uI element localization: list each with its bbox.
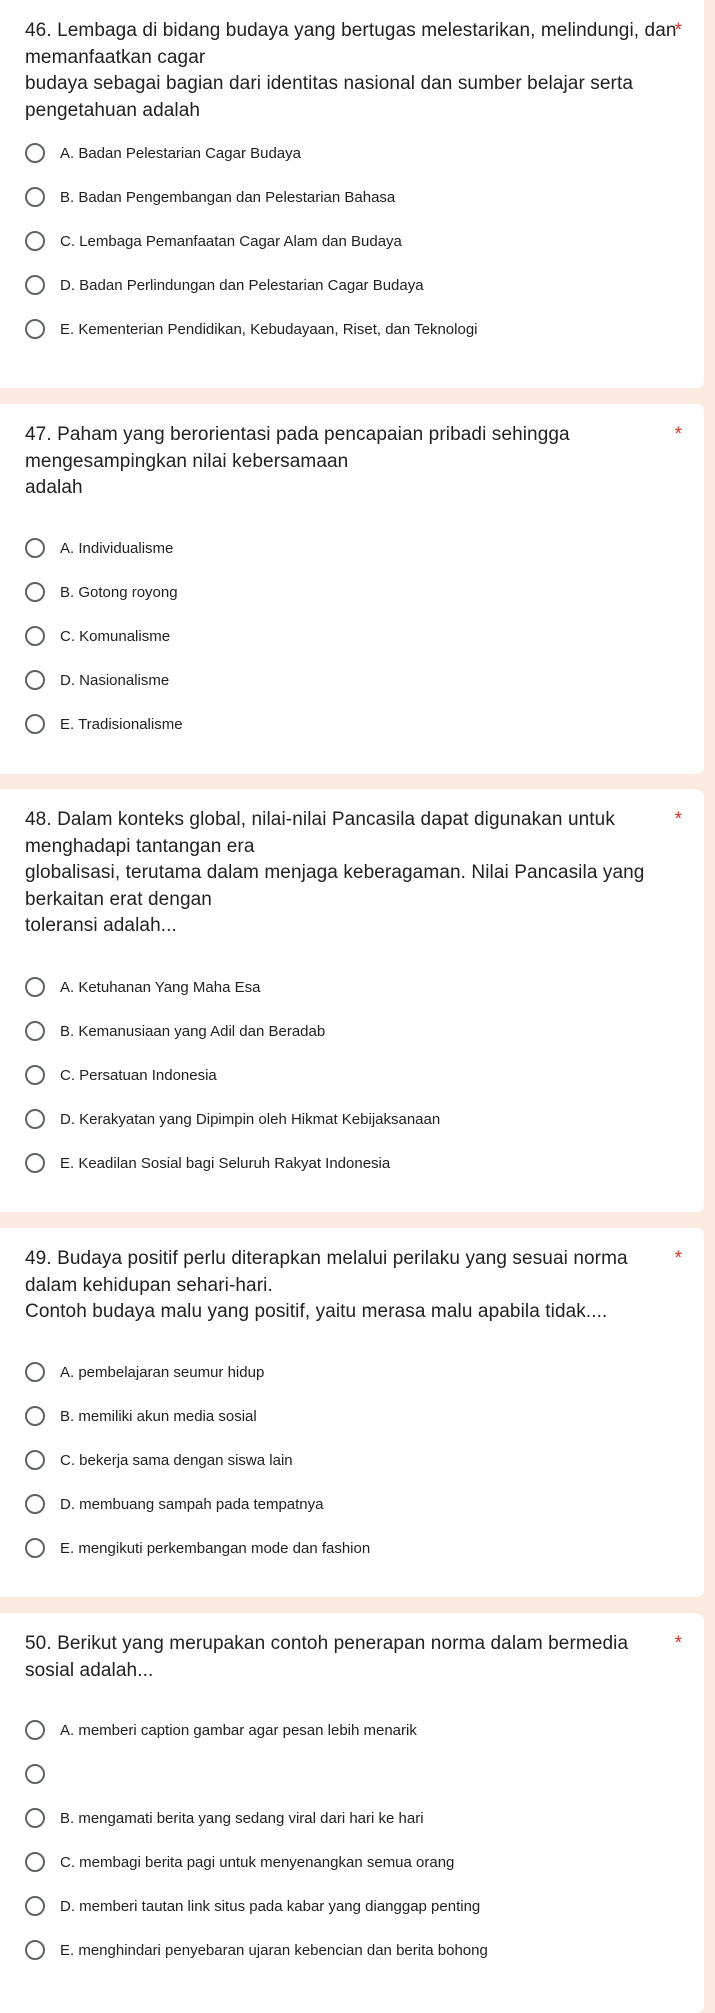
option-label: E. Keadilan Sosial bagi Seluruh Rakyat Indonesia xyxy=(60,1154,391,1172)
radio-option[interactable] xyxy=(25,526,704,570)
question-title xyxy=(25,422,692,502)
option-label: A. pembelajaran seumur hidup xyxy=(60,1363,265,1381)
question-title-line: 47. Paham yang berorientasi pada pencapaian pribadi sehingga xyxy=(25,424,570,445)
required-asterisk: * xyxy=(674,809,682,830)
question-title-line: memanfaatkan cagar xyxy=(25,46,206,68)
question-title xyxy=(25,807,692,940)
required-asterisk: * xyxy=(674,1633,682,1654)
question-title xyxy=(25,18,692,124)
radio-circle-icon[interactable] xyxy=(25,1852,45,1872)
radio-option[interactable] xyxy=(25,1438,704,1482)
option-label: D. Nasionalisme xyxy=(60,671,170,689)
radio-option[interactable] xyxy=(25,1928,704,1972)
radio-option[interactable] xyxy=(25,570,704,614)
radio-option[interactable] xyxy=(25,263,704,307)
option-label: D. Kerakyatan yang Dipimpin oleh Hikmat Kebijaksanaan xyxy=(60,1110,441,1128)
option-label: B. Badan Pengembangan dan Pelestarian Bahasa xyxy=(60,188,396,206)
question-title-line: menghadapi tantangan era xyxy=(25,835,255,857)
radio-option[interactable] xyxy=(25,219,704,263)
option-label: C. membagi berita pagi untuk menyenangkan semua orang xyxy=(60,1853,455,1871)
radio-circle-icon[interactable] xyxy=(25,1065,45,1085)
question-title xyxy=(25,1246,692,1326)
radio-circle-icon[interactable] xyxy=(25,275,45,295)
question-title-line: 49. Budaya positif perlu diterapkan melalui perilaku yang sesuai norma xyxy=(25,1248,628,1269)
option-label: B. Gotong royong xyxy=(60,583,178,601)
option-label: E. mengikuti perkembangan mode dan fashion xyxy=(60,1539,371,1557)
required-asterisk: * xyxy=(674,20,682,41)
question-card-49 xyxy=(0,1228,704,1597)
radio-circle-icon[interactable] xyxy=(25,1764,45,1784)
radio-option[interactable] xyxy=(25,307,704,351)
radio-option[interactable] xyxy=(25,1053,704,1097)
radio-circle-icon[interactable] xyxy=(25,1450,45,1470)
question-card-47 xyxy=(0,404,704,774)
radio-circle-icon[interactable] xyxy=(25,1720,45,1740)
question-title-line: sosial adalah... xyxy=(25,1659,154,1681)
radio-circle-icon[interactable] xyxy=(25,1494,45,1514)
radio-option-empty[interactable] xyxy=(25,1752,704,1796)
radio-circle-icon[interactable] xyxy=(25,670,45,690)
radio-option[interactable] xyxy=(25,1884,704,1928)
radio-option[interactable] xyxy=(25,1840,704,1884)
radio-circle-icon[interactable] xyxy=(25,1896,45,1916)
radio-circle-icon[interactable] xyxy=(25,319,45,339)
question-title-line: 46. Lembaga di bidang budaya yang bertugas melestarikan, melindungi, dan xyxy=(25,20,677,41)
radio-circle-icon[interactable] xyxy=(25,1021,45,1041)
radio-option[interactable] xyxy=(25,1526,704,1570)
option-label: E. menghindari penyebaran ujaran kebencian dan berita bohong xyxy=(60,1941,488,1959)
radio-circle-icon[interactable] xyxy=(25,977,45,997)
question-title-line: pengetahuan adalah xyxy=(25,99,201,121)
question-title-line: adalah xyxy=(25,477,83,498)
radio-circle-icon[interactable] xyxy=(25,626,45,646)
radio-circle-icon[interactable] xyxy=(25,1153,45,1173)
radio-circle-icon[interactable] xyxy=(25,1538,45,1558)
radio-circle-icon[interactable] xyxy=(25,231,45,251)
option-label: A. Badan Pelestarian Cagar Budaya xyxy=(60,144,301,162)
radio-circle-icon[interactable] xyxy=(25,1109,45,1129)
option-label: C. bekerja sama dengan siswa lain xyxy=(60,1451,293,1469)
radio-option[interactable] xyxy=(25,131,704,175)
radio-circle-icon[interactable] xyxy=(25,1808,45,1828)
option-label: B. Kemanusiaan yang Adil dan Beradab xyxy=(60,1022,326,1040)
required-asterisk: * xyxy=(674,424,682,445)
option-label: A. memberi caption gambar agar pesan lebih menarik xyxy=(60,1721,417,1739)
radio-option[interactable] xyxy=(25,1482,704,1526)
question-title-line: Contoh budaya malu yang positif, yaitu merasa malu apabila tidak.... xyxy=(25,1301,608,1322)
question-title xyxy=(25,1631,692,1684)
option-label: D. Badan Perlindungan dan Pelestarian Cagar Budaya xyxy=(60,276,424,294)
radio-circle-icon[interactable] xyxy=(25,714,45,734)
radio-option[interactable] xyxy=(25,1394,704,1438)
question-title-line: mengesampingkan nilai kebersamaan xyxy=(25,450,349,472)
question-card-48 xyxy=(0,789,704,1212)
option-label: D. memberi tautan link situs pada kabar yang dianggap penting xyxy=(60,1897,481,1915)
radio-option[interactable] xyxy=(25,1097,704,1141)
question-title-line: globalisasi, terutama dalam menjaga keberagaman. Nilai Pancasila yang xyxy=(25,862,645,883)
option-label: B. memiliki akun media sosial xyxy=(60,1407,257,1425)
radio-option[interactable] xyxy=(25,614,704,658)
option-label: D. membuang sampah pada tempatnya xyxy=(60,1495,324,1513)
radio-circle-icon[interactable] xyxy=(25,538,45,558)
option-label: B. mengamati berita yang sedang viral dari hari ke hari xyxy=(60,1809,424,1827)
radio-option[interactable] xyxy=(25,1009,704,1053)
radio-circle-icon[interactable] xyxy=(25,1362,45,1382)
option-label: C. Lembaga Pemanfaatan Cagar Alam dan Budaya xyxy=(60,232,402,250)
radio-circle-icon[interactable] xyxy=(25,143,45,163)
radio-option[interactable] xyxy=(25,702,704,746)
radio-option[interactable] xyxy=(25,175,704,219)
option-label: C. Komunalisme xyxy=(60,627,171,645)
radio-circle-icon[interactable] xyxy=(25,582,45,602)
question-title-line: 50. Berikut yang merupakan contoh penerapan norma dalam bermedia xyxy=(25,1633,629,1654)
radio-option[interactable] xyxy=(25,658,704,702)
radio-option[interactable] xyxy=(25,1708,704,1752)
question-title-line: dalam kehidupan sehari-hari. xyxy=(25,1274,273,1296)
option-label: A. Ketuhanan Yang Maha Esa xyxy=(60,978,261,996)
radio-circle-icon[interactable] xyxy=(25,187,45,207)
radio-circle-icon[interactable] xyxy=(25,1940,45,1960)
radio-option[interactable] xyxy=(25,1796,704,1840)
question-card-46 xyxy=(0,0,704,388)
question-title-line: berkaitan erat dengan xyxy=(25,888,212,910)
option-label: E. Kementerian Pendidikan, Kebudayaan, Riset, dan Teknologi xyxy=(60,320,478,338)
question-title-line: budaya sebagai bagian dari identitas nasional dan sumber belajar serta xyxy=(25,73,634,94)
option-label: A. Individualisme xyxy=(60,539,174,557)
required-asterisk: * xyxy=(674,1248,682,1269)
option-label: C. Persatuan Indonesia xyxy=(60,1066,217,1084)
question-title-line: 48. Dalam konteks global, nilai-nilai Pancasila dapat digunakan untuk xyxy=(25,809,615,830)
radio-option[interactable] xyxy=(25,1141,704,1185)
radio-circle-icon[interactable] xyxy=(25,1406,45,1426)
option-label: E. Tradisionalisme xyxy=(60,715,183,733)
question-title-line: toleransi adalah... xyxy=(25,915,177,936)
question-card-50 xyxy=(0,1613,704,2013)
radio-option[interactable] xyxy=(25,1350,704,1394)
radio-option[interactable] xyxy=(25,965,704,1009)
